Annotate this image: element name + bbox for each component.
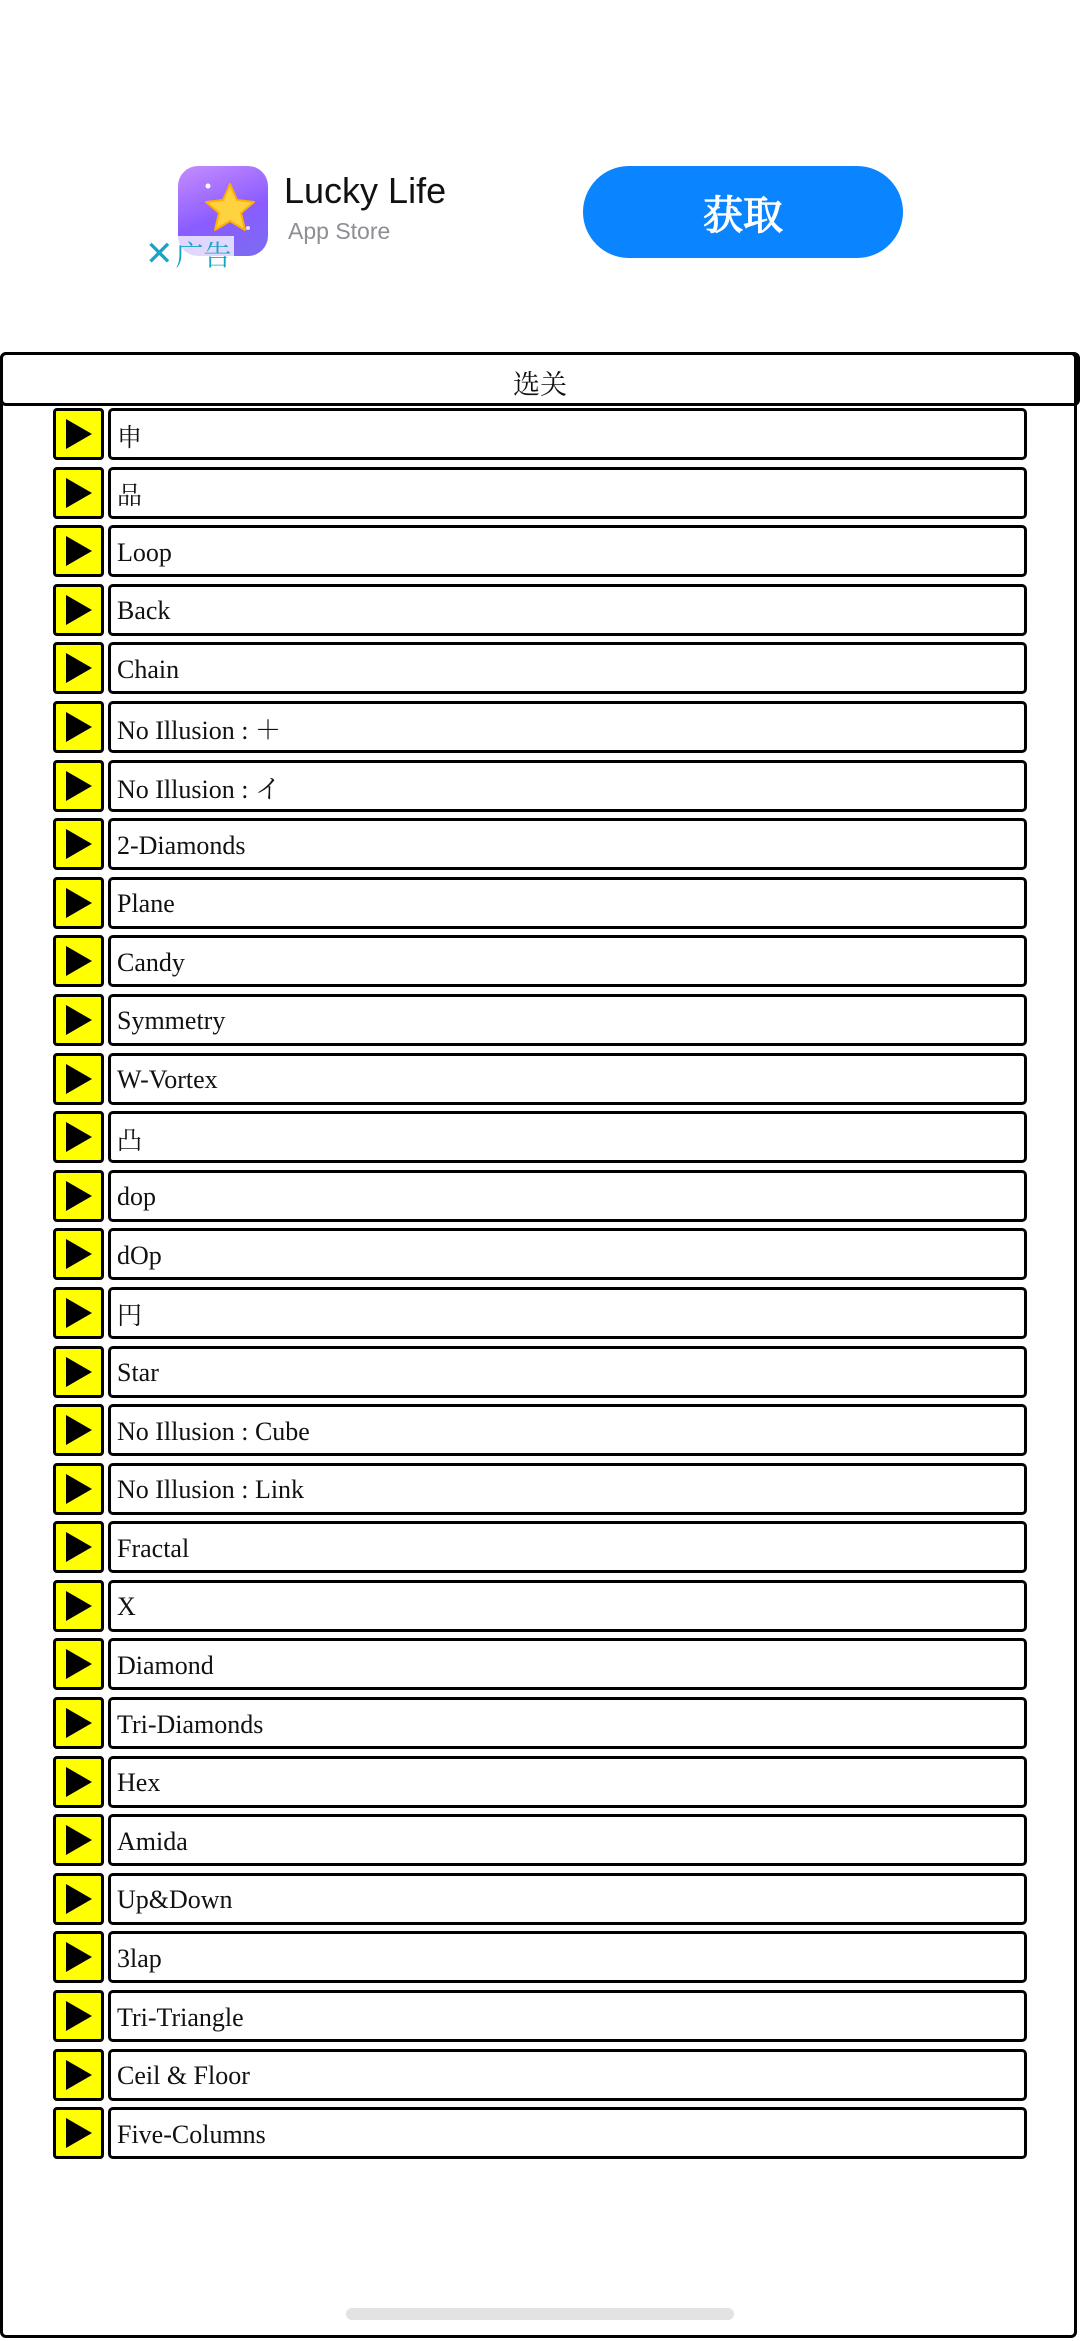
ad-close-button[interactable] [145, 236, 234, 272]
play-icon [64, 828, 94, 860]
play-icon [64, 1180, 94, 1212]
level-row [53, 2049, 1027, 2101]
play-button[interactable] [53, 1228, 104, 1280]
play-button[interactable] [53, 2049, 104, 2101]
level-button[interactable] [108, 1580, 1027, 1632]
level-button[interactable] [108, 1228, 1027, 1280]
get-button[interactable]: 获取 [583, 166, 903, 258]
close-icon: ✕ [145, 234, 174, 274]
level-row [53, 642, 1027, 694]
level-button[interactable] [108, 818, 1027, 870]
level-button[interactable] [108, 1346, 1027, 1398]
play-button[interactable] [53, 1053, 104, 1105]
level-row [53, 701, 1027, 753]
level-row [53, 818, 1027, 870]
ad-app-name: Lucky Life [284, 170, 447, 211]
level-label: 凸 [117, 1125, 143, 1155]
play-button[interactable] [53, 1463, 104, 1515]
level-label: Chain [117, 654, 180, 684]
level-row [53, 1287, 1027, 1339]
level-label: W-Vortex [117, 1065, 218, 1095]
level-button[interactable] [108, 935, 1027, 987]
play-button[interactable] [53, 1404, 104, 1456]
level-row [53, 1873, 1027, 1925]
play-button[interactable] [53, 1521, 104, 1573]
play-icon [64, 1297, 94, 1329]
level-row [53, 935, 1027, 987]
level-row [53, 1346, 1027, 1398]
ad-store-label: App Store [288, 218, 391, 244]
play-button[interactable] [53, 935, 104, 987]
play-icon [64, 1766, 94, 1798]
level-label: X [117, 1592, 136, 1622]
level-label: dOp [117, 1240, 162, 1270]
play-icon [64, 477, 94, 509]
level-label: No Illusion : Link [117, 1475, 305, 1505]
level-row [53, 1814, 1027, 1866]
play-icon [64, 418, 94, 450]
play-icon [64, 2059, 94, 2091]
level-row [53, 1463, 1027, 1515]
level-label: Amida [117, 1826, 188, 1856]
level-label: Hex [117, 1768, 161, 1798]
level-row [53, 1990, 1027, 2042]
level-label: 3lap [117, 1943, 162, 1973]
play-button[interactable] [53, 1814, 104, 1866]
level-button[interactable] [108, 584, 1027, 636]
level-row [53, 1053, 1027, 1105]
level-row [53, 1170, 1027, 1222]
level-row [53, 1756, 1027, 1808]
play-button[interactable] [53, 584, 104, 636]
level-row [53, 408, 1027, 460]
level-row [53, 2107, 1027, 2159]
play-button[interactable] [53, 994, 104, 1046]
level-row [53, 1638, 1027, 1690]
level-button[interactable] [108, 1638, 1027, 1690]
level-row [53, 467, 1027, 519]
play-button[interactable] [53, 2107, 104, 2159]
level-label: No Illusion : ＋ [117, 715, 281, 745]
play-button[interactable] [53, 1697, 104, 1749]
level-label: 円 [117, 1301, 143, 1331]
play-button[interactable] [53, 467, 104, 519]
play-button[interactable] [53, 1638, 104, 1690]
level-label: 品 [117, 481, 143, 511]
level-button[interactable] [108, 1521, 1027, 1573]
level-label: Star [117, 1358, 159, 1387]
play-button[interactable] [53, 818, 104, 870]
play-button[interactable] [53, 1287, 104, 1339]
play-icon [64, 1238, 94, 1270]
level-row [53, 1111, 1027, 1163]
level-button[interactable] [108, 1697, 1027, 1749]
level-row [53, 1580, 1027, 1632]
play-icon [64, 1707, 94, 1739]
play-button[interactable] [53, 642, 104, 694]
play-button[interactable] [53, 1990, 104, 2042]
level-button[interactable] [108, 2107, 1027, 2159]
level-button[interactable] [108, 1814, 1027, 1866]
level-button[interactable] [108, 525, 1027, 577]
level-button[interactable] [108, 1756, 1027, 1808]
level-label: Five-Columns [117, 2119, 266, 2149]
play-button[interactable] [53, 1580, 104, 1632]
level-button[interactable] [108, 1053, 1027, 1105]
level-label: Symmetry [117, 1006, 226, 1036]
play-button[interactable] [53, 1170, 104, 1222]
level-button[interactable] [108, 877, 1027, 929]
play-button[interactable] [53, 1346, 104, 1398]
level-row [53, 1697, 1027, 1749]
level-label: Candy [117, 947, 185, 977]
play-icon [64, 1414, 94, 1446]
play-icon [64, 652, 94, 684]
level-button[interactable] [108, 408, 1027, 460]
play-icon [64, 711, 94, 743]
play-icon [64, 770, 94, 802]
level-label: 2-Diamonds [117, 830, 246, 860]
play-icon [64, 1883, 94, 1915]
level-label: No Illusion : イ [117, 774, 281, 804]
play-button[interactable] [53, 701, 104, 753]
level-list [53, 408, 1027, 2166]
level-button[interactable] [108, 642, 1027, 694]
play-button[interactable] [53, 408, 104, 460]
play-icon [64, 1590, 94, 1622]
play-button[interactable] [53, 1111, 104, 1163]
level-label: 申 [117, 422, 143, 452]
level-label: Tri-Triangle [117, 2002, 244, 2032]
level-button[interactable] [108, 1170, 1027, 1222]
play-button[interactable] [53, 525, 104, 577]
level-label: Fractal [117, 1533, 190, 1563]
level-label: Loop [117, 537, 172, 567]
play-icon [64, 1824, 94, 1856]
level-row [53, 877, 1027, 929]
level-button[interactable] [108, 1990, 1027, 2042]
play-icon [64, 2000, 94, 2032]
play-icon [64, 1473, 94, 1505]
home-indicator[interactable] [346, 2308, 734, 2320]
level-label: Tri-Diamonds [117, 1709, 264, 1739]
level-label: Plane [117, 889, 175, 919]
play-icon [64, 535, 94, 567]
play-icon [64, 1648, 94, 1680]
play-icon [64, 1356, 94, 1388]
level-row [53, 1228, 1027, 1280]
level-label: dop [117, 1182, 156, 1212]
level-button[interactable] [108, 1931, 1027, 1983]
level-button[interactable] [108, 1287, 1027, 1339]
level-row [53, 1931, 1027, 1983]
level-row [53, 994, 1027, 1046]
level-button[interactable] [108, 701, 1027, 753]
play-button[interactable] [53, 877, 104, 929]
play-button[interactable] [53, 1873, 104, 1925]
level-button[interactable] [108, 1111, 1027, 1163]
level-button[interactable] [108, 994, 1027, 1046]
level-label: Diamond [117, 1650, 214, 1680]
play-icon [64, 594, 94, 626]
level-label: Up&Down [117, 1885, 233, 1915]
play-button[interactable] [53, 1756, 104, 1808]
level-button[interactable] [108, 467, 1027, 519]
play-icon [64, 1004, 94, 1036]
level-row [53, 525, 1027, 577]
level-row [53, 1404, 1027, 1456]
level-button[interactable] [108, 1463, 1027, 1515]
level-label: Ceil & Floor [117, 2061, 250, 2091]
play-icon [64, 945, 94, 977]
level-row [53, 1521, 1027, 1573]
play-button[interactable] [53, 1931, 104, 1983]
level-button[interactable] [108, 1404, 1027, 1456]
ad-label: 广告 [175, 239, 232, 272]
level-label: No Illusion : Cube [117, 1416, 310, 1446]
level-button[interactable] [108, 760, 1027, 812]
page-title: 选关 [0, 352, 1080, 406]
play-icon [64, 2117, 94, 2149]
level-button[interactable] [108, 2049, 1027, 2101]
play-icon [64, 887, 94, 919]
play-button[interactable] [53, 760, 104, 812]
level-row [53, 760, 1027, 812]
ad-banner[interactable] [0, 0, 1080, 340]
play-icon [64, 1063, 94, 1095]
level-row [53, 584, 1027, 636]
play-icon [64, 1121, 94, 1153]
level-label: Back [117, 596, 171, 626]
level-button[interactable] [108, 1873, 1027, 1925]
play-icon [64, 1531, 94, 1563]
play-icon [64, 1941, 94, 1973]
